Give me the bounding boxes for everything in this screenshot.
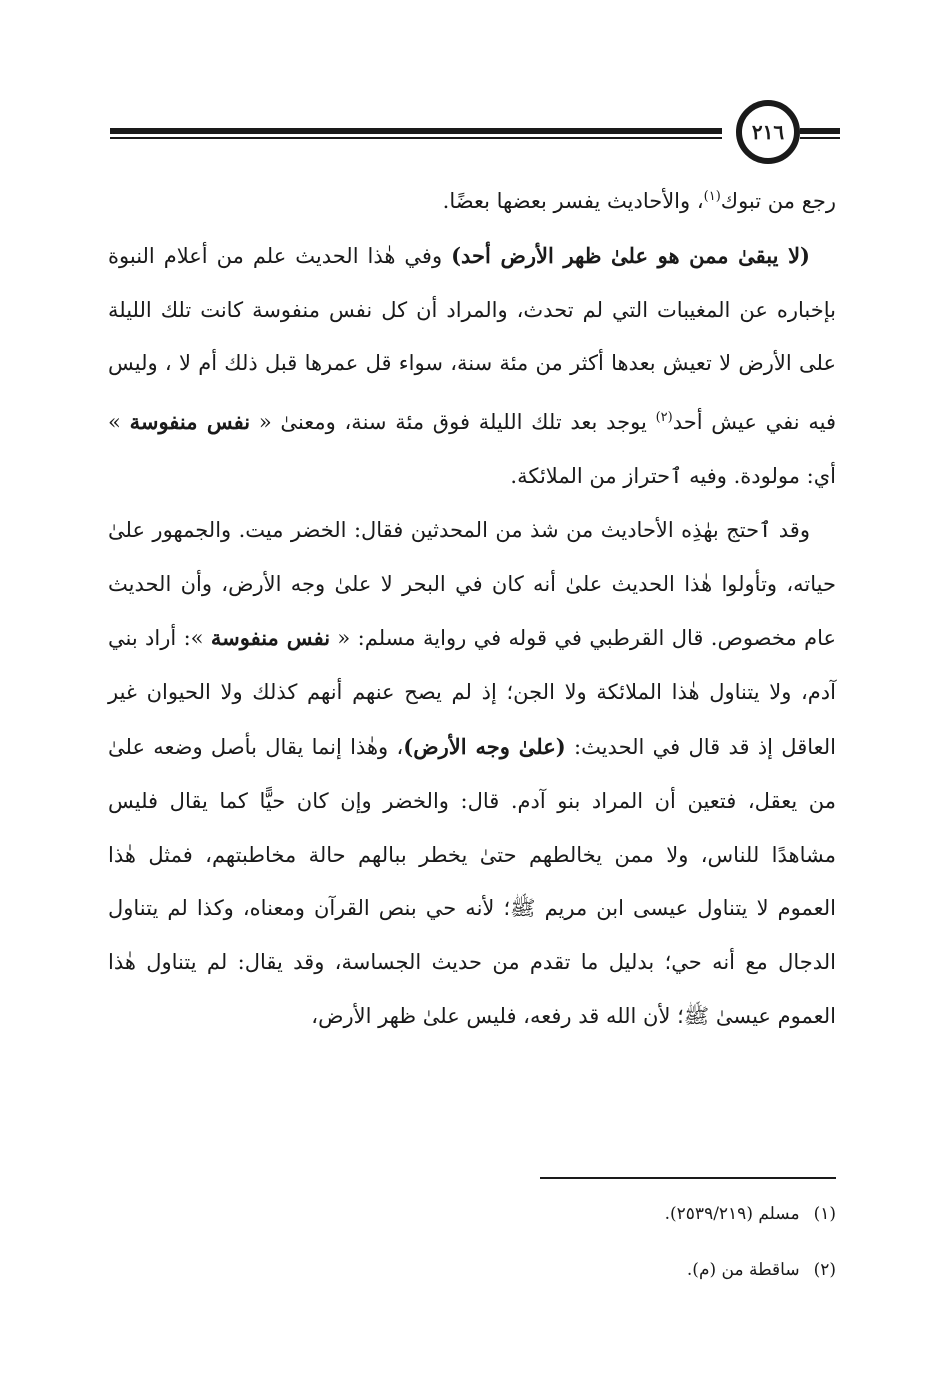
bold-quote: (لا يبقىٰ ممن هو علىٰ ظهر الأرض أحد) — [451, 242, 810, 268]
header-rule-thin — [110, 137, 722, 139]
footnotes — [108, 1186, 836, 1298]
text-span: وقد ٱحتج بهٰذِه الأحاديث من شذ من المحدثين فقال: الخضر ميت. والجمهور علىٰ حياته، وتأولوا هٰذا الحديث علىٰ أنه كان في البحر لا علىٰ وجه الأرض، وأن الحديث عام مخصوص. قال القرطبي في قوله في رواية مسلم: « — [108, 517, 837, 651]
page-number: ٢١٦ — [736, 100, 800, 164]
bold-term: نفس منفوسة — [210, 625, 331, 651]
footnote-text: مسلم (٢٥٣٩/٢١٩). — [664, 1204, 800, 1224]
footnote-number: (٢) — [813, 1260, 836, 1280]
page-header — [110, 100, 840, 170]
text-span: رجع من تبوك — [720, 189, 836, 213]
bold-quote: (علىٰ وجه الأرض) — [403, 733, 566, 759]
text-span: »: أراد بني آدم، ولا يتناول هٰذا الملائكة ولا الجن؛ إذ لم يصح عنهم أنهم كذلك ولا الحيوان غير العاقل إذ قد قال في الحديث: — [108, 626, 837, 759]
main-text — [108, 170, 836, 1044]
header-rule — [110, 128, 722, 134]
paragraph-1 — [108, 229, 836, 504]
line-opening — [108, 170, 836, 229]
header-rule-right — [800, 128, 840, 134]
footnote-divider — [540, 1177, 836, 1179]
footnote-ref: (٢) — [655, 410, 673, 426]
footnote-2 — [108, 1242, 836, 1298]
text-span: وفي هٰذا الحديث علم من أعلام النبوة بإخباره عن المغيبات التي لم تحدث، والمراد أن كل نفس منفوسة كانت تلك الليلة على الأرض لا تعيش بعدها أكثر من مئة سنة، سواء قل عمرها قبل ذلك أم لا ، وليس فيه نفي عيش أحد — [108, 243, 837, 435]
text-span: ، وهٰذا إنما يقال بأصل وضعه علىٰ من يعقل، فتعين أن المراد بنو آدم. قال: والخضر وإن كان حيًّا كما يقال فليس مشاهدًا للناس، ولا ممن يخالطهم حتىٰ يخطر ببالهم حالة مخاطبتهم، فمثل هٰذا العموم لا يتناول عيسى ابن مريم ﷺ؛ لأنه حي بنص القرآن ومعناه، وكذا لم يتناول الدجال مع أنه حي؛ بدليل ما تقدم من حديث الجساسة، وقد يقال: لم يتناول هٰذا العموم عيسىٰ ﷺ؛ لأن الله قد رفعه، فليس علىٰ ظهر الأرض، — [108, 734, 836, 1028]
footnote-1 — [108, 1186, 836, 1242]
bold-term: نفس منفوسة — [129, 409, 251, 435]
paragraph-2 — [108, 504, 836, 1044]
text-span: » أي: مولودة. وفيه ٱحتراز من الملائكة. — [108, 410, 836, 488]
text-span: ، والأحاديث يفسر بعضها بعضًا. — [442, 189, 704, 213]
footnote-number: (١) — [813, 1204, 836, 1224]
footnote-text: ساقطة من (م). — [686, 1260, 800, 1280]
text-span: يوجد بعد تلك الليلة فوق مئة سنة، ومعنىٰ « — [250, 410, 656, 435]
header-rule-right-thin — [800, 137, 840, 139]
footnote-ref: (١) — [703, 189, 721, 204]
